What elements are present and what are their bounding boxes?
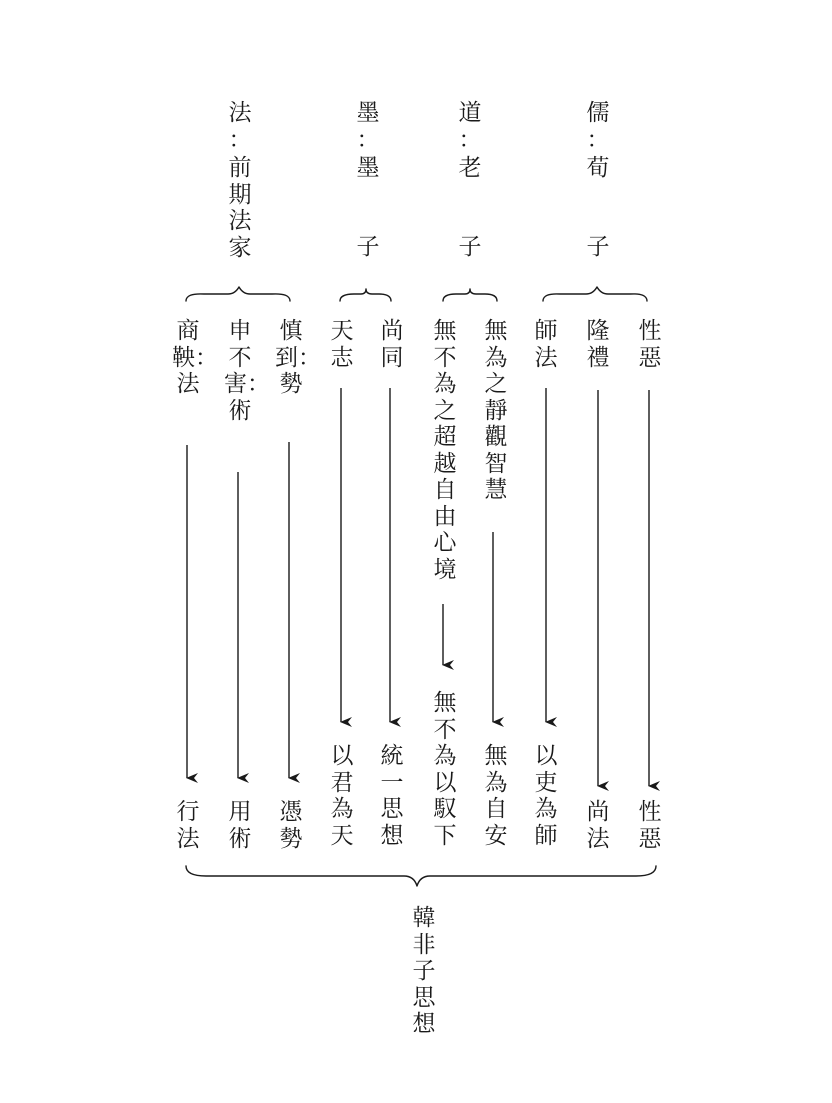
idea-ru-xinge: 性惡 xyxy=(638,318,662,371)
synthesis-hanfeizi: 韓非子思想 xyxy=(412,905,436,1037)
school-mo-sep: ： xyxy=(356,127,380,153)
idea-mo-tianzhi: 天志 xyxy=(330,318,354,371)
school-dao-thinker: 老 xyxy=(458,155,482,181)
idea-ru-longli: 隆禮 xyxy=(586,318,610,371)
school-fa-name: 法 xyxy=(228,100,252,126)
idea-dao-wuwei: 無為之靜觀智慧 xyxy=(484,318,508,503)
school-mo-thinker: 墨 xyxy=(356,155,380,181)
school-dao-name: 道 xyxy=(458,100,482,126)
idea-mo-shangtong: 尚同 xyxy=(380,318,404,371)
result-ru-xinge: 性惡 xyxy=(638,799,662,852)
school-mo-zi: 子 xyxy=(356,234,380,260)
school-ru-name: 儒 xyxy=(586,100,610,126)
school-ru-thinker: 荀 xyxy=(586,155,610,181)
school-fa-sep: ： xyxy=(228,127,252,153)
result-fa-xingfa: 行法 xyxy=(176,799,200,852)
idea-dao-wubuwei: 無不為之超越自由心境 xyxy=(433,318,457,583)
brace-synthesis xyxy=(186,866,656,886)
school-mo-name: 墨 xyxy=(356,100,380,126)
idea-fa-shendao: 慎到：勢 xyxy=(275,318,321,397)
intermediate-dao-wuwei: 無為自安 xyxy=(484,743,508,849)
idea-ru-shifa: 師法 xyxy=(534,318,558,371)
brace-ru xyxy=(543,287,647,301)
school-dao-sep: ： xyxy=(458,127,482,153)
idea-fa-shangyang: 商鞅：法 xyxy=(172,318,218,397)
result-mo-yijunweitian: 以君為天 xyxy=(330,743,354,849)
idea-fa-shenbuhai: 申不害：術 xyxy=(224,318,270,424)
result-ru-yilieweishi: 以吏為師 xyxy=(534,743,558,849)
school-ru-sep: ： xyxy=(586,127,610,153)
result-fa-yongshu: 用術 xyxy=(228,799,252,852)
result-mo-tongyisixiang: 統一思想 xyxy=(380,743,404,849)
school-dao-zi: 子 xyxy=(458,234,482,260)
school-fa-thinker: 前期法家 xyxy=(228,155,252,261)
result-ru-shangfa: 尚法 xyxy=(586,799,610,852)
brace-dao xyxy=(443,289,497,301)
school-ru-zi: 子 xyxy=(586,234,610,260)
brace-fa xyxy=(186,287,290,301)
intermediate-dao-wubuwei: 無不為以馭下 xyxy=(433,690,457,849)
brace-mo xyxy=(340,289,391,301)
result-fa-pingshi: 憑勢 xyxy=(279,799,303,852)
